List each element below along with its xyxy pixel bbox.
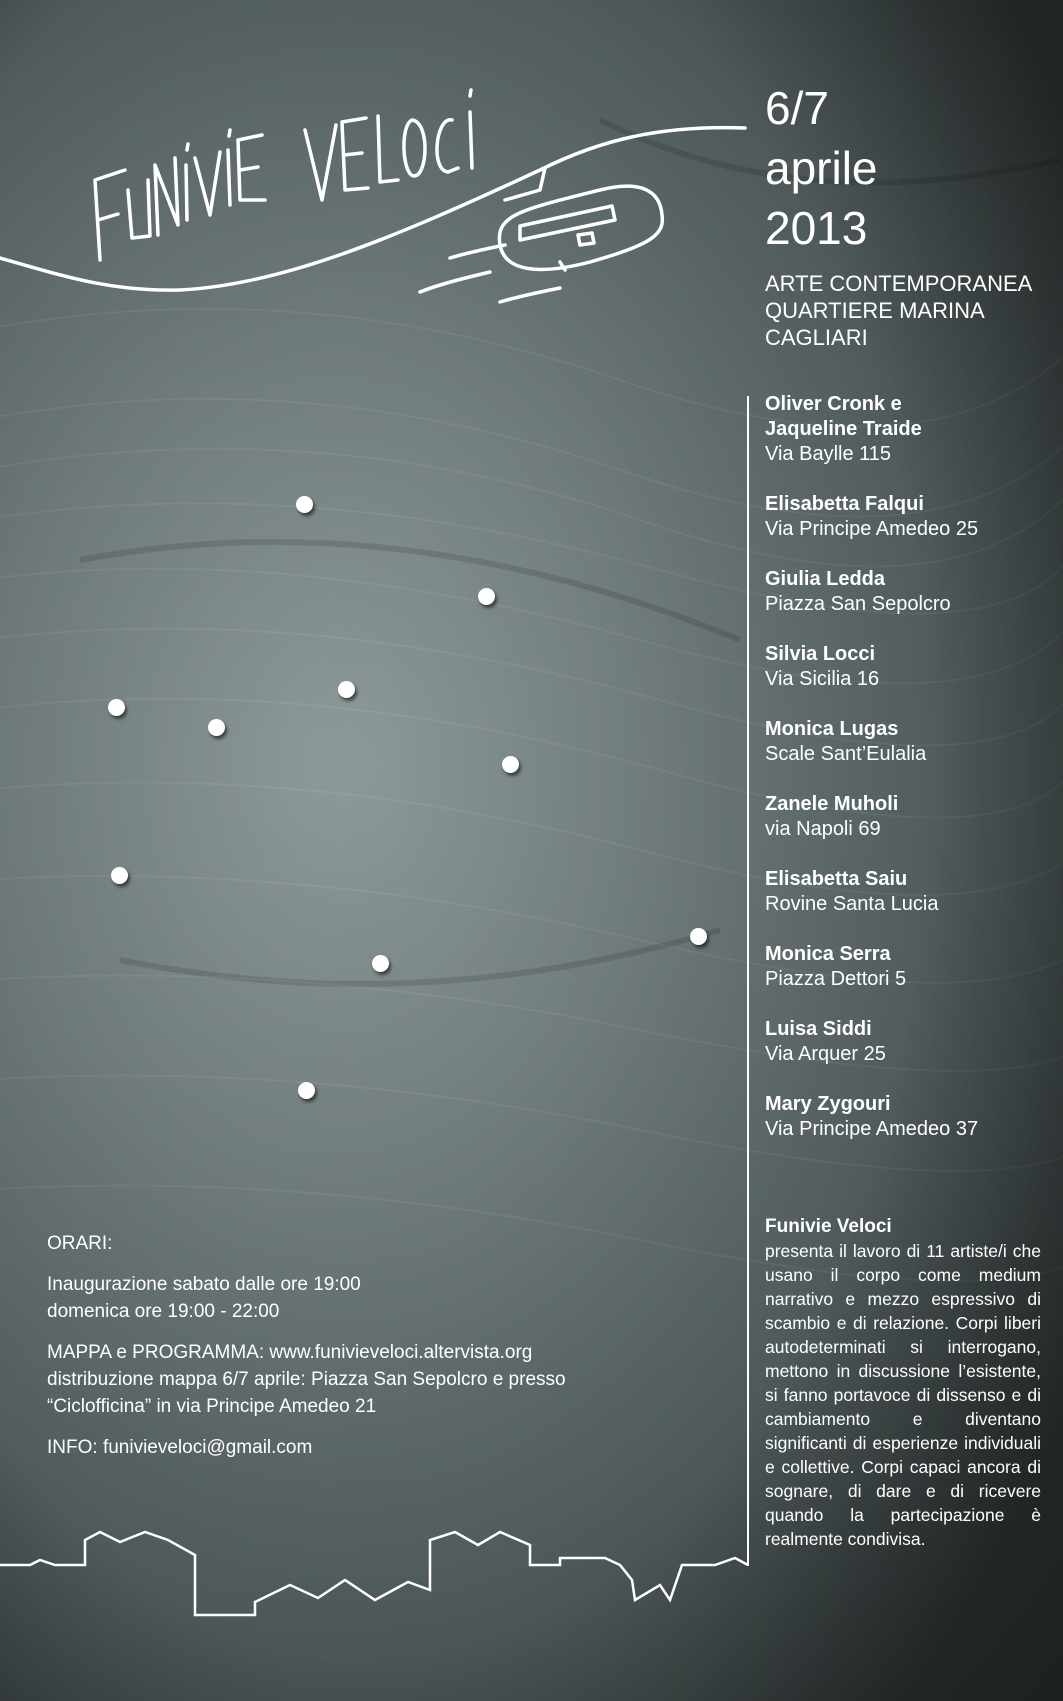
list-item — [765, 717, 1055, 767]
map-website: MAPPA e PROGRAMMA: www.funivieveloci.altervista.org — [47, 1342, 533, 1363]
vertical-divider — [747, 396, 749, 1566]
map-marker — [108, 699, 125, 716]
artist-address: Via Arquer 25 — [765, 1043, 886, 1065]
artist-address: Via Principe Amedeo 37 — [765, 1118, 979, 1140]
map-marker — [502, 756, 519, 773]
event-subtitle — [765, 270, 1032, 351]
list-item — [765, 942, 1055, 992]
map-marker — [338, 681, 355, 698]
list-item — [765, 567, 1055, 617]
artist-name: Luisa Siddi — [765, 1018, 872, 1040]
info-block — [47, 1230, 687, 1475]
date-year: 2013 — [765, 202, 868, 254]
map-marker — [478, 588, 495, 605]
artist-address: Piazza San Sepolcro — [765, 593, 951, 615]
orari-label: ORARI: — [47, 1233, 113, 1254]
artist-address: Via Sicilia 16 — [765, 668, 880, 690]
contact-email: INFO: funivieveloci@gmail.com — [47, 1437, 313, 1458]
date-month: aprile — [765, 142, 878, 194]
artist-name: Monica Lugas — [765, 718, 899, 740]
artist-name: Oliver Cronk e Jaqueline Traide — [765, 393, 922, 440]
artist-name: Mary Zygouri — [765, 1093, 891, 1115]
subtitle-line-2: QUARTIERE MARINA — [765, 298, 985, 323]
list-item — [765, 392, 1055, 467]
artist-address: via Napoli 69 — [765, 818, 881, 840]
map-marker — [296, 496, 313, 513]
skyline-outline — [0, 1530, 760, 1620]
description-title: Funivie Veloci — [765, 1216, 892, 1237]
map-marker — [208, 719, 225, 736]
event-date — [765, 78, 878, 258]
map-marker — [372, 955, 389, 972]
artist-name: Monica Serra — [765, 943, 891, 965]
list-item — [765, 642, 1055, 692]
artist-address: Scale Sant’Eulalia — [765, 743, 927, 765]
subtitle-line-3: CAGLIARI — [765, 325, 868, 350]
list-item — [765, 792, 1055, 842]
date-days: 6/7 — [765, 82, 829, 134]
list-item — [765, 1092, 1055, 1142]
list-item — [765, 867, 1055, 917]
list-item — [765, 492, 1055, 542]
map-marker — [111, 867, 128, 884]
map-distribution: distribuzione mappa 6/7 aprile: Piazza San Sepolcro e presso — [47, 1369, 566, 1390]
artist-name: Giulia Ledda — [765, 568, 886, 590]
map-distribution-place: “Ciclofficina” in via Principe Amedeo 21 — [47, 1396, 377, 1417]
artist-name: Silvia Locci — [765, 643, 876, 665]
project-description — [765, 1215, 1041, 1551]
artist-address: Piazza Dettori 5 — [765, 968, 907, 990]
artist-address: Via Baylle 115 — [765, 443, 892, 465]
description-text: presenta il lavoro di 11 artiste/i che usano il corpo come medium narrativo e mezzo espressivo di scambio e di relazione. Corpi liberi autodeterminati si interrogano, mettono in discussione l’esistente, si fanno portavoce di dissenso e di cambiamento e diventano significanti di esperienze individuali e collettive. Corpi capaci ancora di sognare, di dare e di ricevere quando la partecipazione è realmente condivisa. — [765, 1241, 1041, 1549]
artist-address: Rovine Santa Lucia — [765, 893, 939, 915]
artist-name: Elisabetta Saiu — [765, 868, 908, 890]
artist-address: Via Principe Amedeo 25 — [765, 518, 979, 540]
artist-name: Zanele Muholi — [765, 793, 899, 815]
artist-list — [765, 392, 1055, 1167]
funivie-veloci-logo — [0, 40, 760, 340]
opening-hours: Inaugurazione sabato dalle ore 19:00 — [47, 1274, 361, 1295]
subtitle-line-1: ARTE CONTEMPORANEA — [765, 271, 1033, 296]
map-marker — [690, 928, 707, 945]
list-item — [765, 1017, 1055, 1067]
map-marker — [298, 1082, 315, 1099]
sunday-hours: domenica ore 19:00 - 22:00 — [47, 1301, 280, 1322]
artist-name: Elisabetta Falqui — [765, 493, 924, 515]
